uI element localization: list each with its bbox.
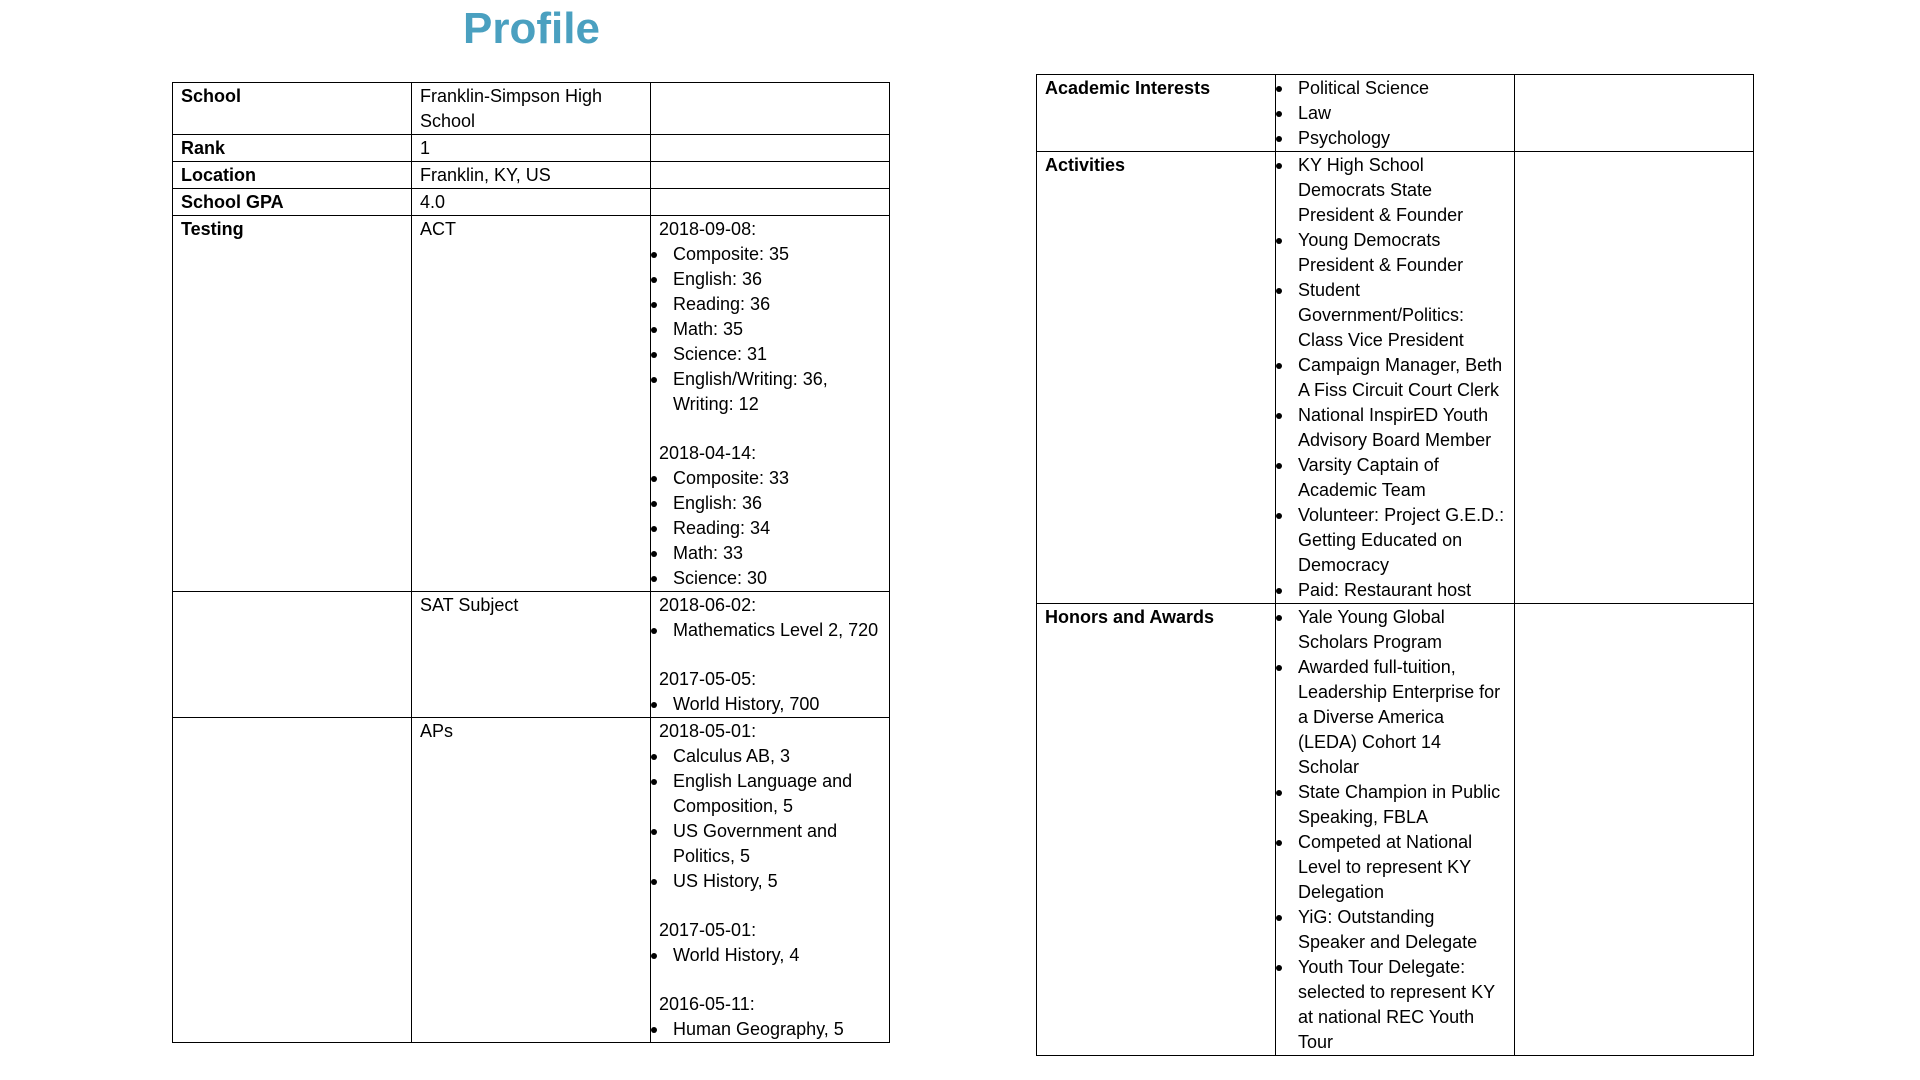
score-item: English: 36 [651,267,881,292]
list-item: Yale Young Global Scholars Program [1276,605,1506,655]
score-list [651,744,881,894]
rank-value: 1 [412,135,651,162]
list-item: Student Government/Politics: Class Vice President [1276,278,1506,353]
table-row [1037,75,1754,152]
test-date: 2018-05-01: [659,721,757,741]
score-list [651,1017,881,1042]
empty-cell [651,83,890,135]
score-item: English/Writing: 36, Writing: 12 [651,367,881,417]
score-item: Math: 33 [651,541,881,566]
score-item: Reading: 36 [651,292,881,317]
empty-cell [1515,604,1754,1056]
score-item: World History, 700 [651,692,881,717]
honors-label: Honors and Awards [1037,604,1276,1056]
score-item: Composite: 35 [651,242,881,267]
table-row [173,189,890,216]
score-item: Composite: 33 [651,466,881,491]
score-item: Math: 35 [651,317,881,342]
list-item: Law [1276,101,1506,126]
page-title: Profile [463,4,600,53]
score-list [651,466,881,591]
score-list [651,618,881,643]
table-row [173,162,890,189]
test-date: 2018-06-02: [659,595,757,615]
list-item: YiG: Outstanding Speaker and Delegate [1276,905,1506,955]
test-date: 2018-09-08: [659,219,757,239]
empty-cell [173,592,412,718]
list-item: Psychology [1276,126,1506,151]
score-list [651,692,881,717]
list-item: Campaign Manager, Beth A Fiss Circuit Court Clerk [1276,353,1506,403]
activities-table [1036,74,1754,1056]
school-value: Franklin-Simpson High School [412,83,651,135]
academic-profile-table [172,82,890,1043]
score-item: World History, 4 [651,943,881,968]
ap-test-name: APs [412,718,651,1043]
score-item: Science: 31 [651,342,881,367]
testing-label: Testing [173,216,412,592]
honors-list [1276,605,1506,1055]
table-row [173,216,890,592]
empty-cell [173,718,412,1043]
empty-cell [651,162,890,189]
empty-cell [651,189,890,216]
table-row [173,83,890,135]
gpa-label: School GPA [173,189,412,216]
empty-cell [651,135,890,162]
list-item: Young Democrats President & Founder [1276,228,1506,278]
table-row [1037,152,1754,604]
act-scores [651,216,890,592]
table-row [1037,604,1754,1056]
test-date: 2016-05-11: [659,994,755,1014]
list-item: National InspirED Youth Advisory Board Member [1276,403,1506,453]
score-item: Science: 30 [651,566,881,591]
list-item: Varsity Captain of Academic Team [1276,453,1506,503]
score-item: Calculus AB, 3 [651,744,881,769]
table-row [173,592,890,718]
list-item: Awarded full-tuition, Leadership Enterprise for a Diverse America (LEDA) Cohort 14 Scholar [1276,655,1506,780]
score-item: English: 36 [651,491,881,516]
location-label: Location [173,162,412,189]
ap-scores [651,718,890,1043]
location-value: Franklin, KY, US [412,162,651,189]
empty-cell [1515,152,1754,604]
score-item: Mathematics Level 2, 720 [651,618,881,643]
test-date: 2017-05-05: [659,669,757,689]
interests-list [1276,76,1506,151]
interests-cell [1276,75,1515,152]
activities-cell [1276,152,1515,604]
score-item: Human Geography, 5 [651,1017,881,1042]
act-test-name: ACT [412,216,651,592]
sat-scores [651,592,890,718]
score-item: US History, 5 [651,869,881,894]
activities-list [1276,153,1506,603]
list-item: Political Science [1276,76,1506,101]
honors-cell [1276,604,1515,1056]
empty-cell [1515,75,1754,152]
activities-label: Activities [1037,152,1276,604]
list-item: Youth Tour Delegate: selected to represent KY at national REC Youth Tour [1276,955,1506,1055]
score-list [651,943,881,968]
list-item: KY High School Democrats State President & Founder [1276,153,1506,228]
rank-label: Rank [173,135,412,162]
list-item: Volunteer: Project G.E.D.: Getting Educated on Democracy [1276,503,1506,578]
list-item: State Champion in Public Speaking, FBLA [1276,780,1506,830]
school-label: School [173,83,412,135]
table-row [173,718,890,1043]
interests-label: Academic Interests [1037,75,1276,152]
test-date: 2018-04-14: [659,443,757,463]
score-list [651,242,881,417]
list-item: Competed at National Level to represent KY Delegation [1276,830,1506,905]
list-item: Paid: Restaurant host [1276,578,1506,603]
test-date: 2017-05-01: [659,920,757,940]
score-item: US Government and Politics, 5 [651,819,881,869]
sat-test-name: SAT Subject [412,592,651,718]
gpa-value: 4.0 [412,189,651,216]
score-item: Reading: 34 [651,516,881,541]
table-row [173,135,890,162]
score-item: English Language and Composition, 5 [651,769,881,819]
